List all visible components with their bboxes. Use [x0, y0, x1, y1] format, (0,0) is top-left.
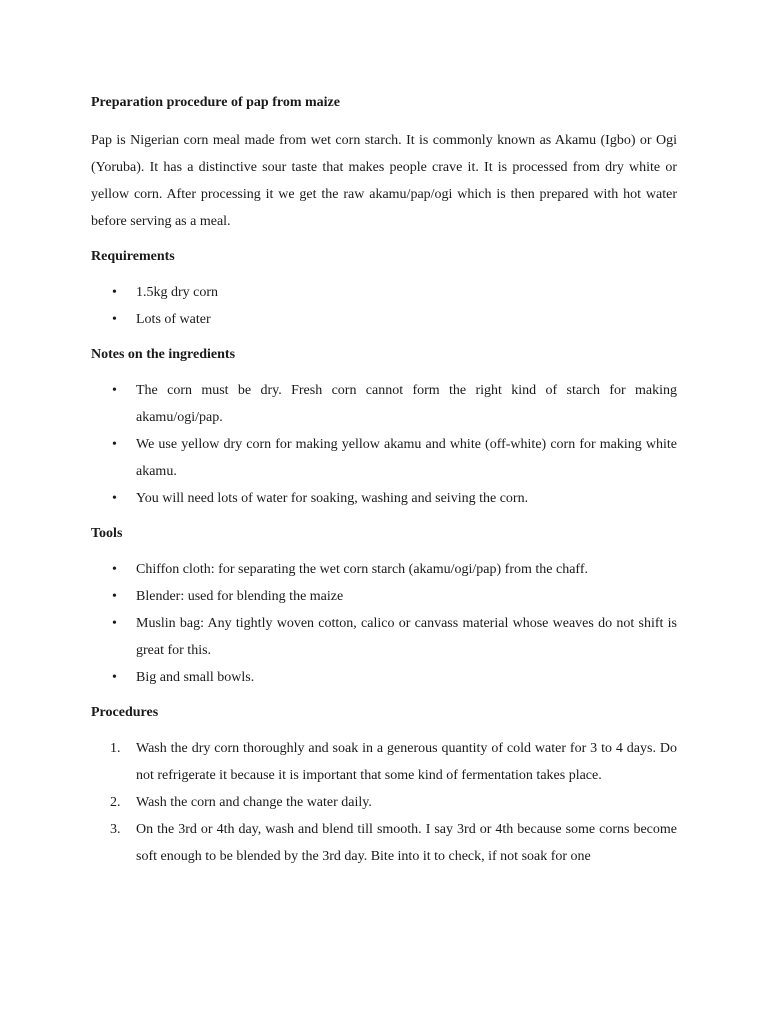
tools-heading: Tools: [91, 526, 123, 541]
procedures-list: [91, 735, 677, 870]
procedures-heading: Procedures: [91, 705, 159, 720]
step-number: 3.: [110, 822, 121, 837]
notes-heading: Notes on the ingredients: [91, 347, 236, 362]
requirements-heading: Requirements: [91, 249, 175, 264]
procedure-step: [91, 816, 677, 870]
notes-list: [91, 377, 677, 512]
list-item: • We use yellow dry corn for making yellow akamu and white (off-white) corn for making white akamu.: [91, 431, 677, 485]
requirements-list: [91, 279, 677, 333]
list-item: • Muslin bag: Any tightly woven cotton, calico or canvass material whose weaves do not shift is great for this.: [91, 610, 677, 664]
step-number: 1.: [110, 741, 121, 756]
step-number: 2.: [110, 795, 121, 810]
list-item: • Big and small bowls.: [91, 664, 677, 691]
list-item: • Chiffon cloth: for separating the wet corn starch (akamu/ogi/pap) from the chaff.: [91, 556, 677, 583]
tools-list: [91, 556, 677, 691]
step-text: On the 3rd or 4th day, wash and blend till smooth. I say 3rd or 4th because some corns become soft enough to be blended by the 3rd day. Bite into it to check, if not soak for one: [136, 822, 677, 864]
list-item: • The corn must be dry. Fresh corn cannot form the right kind of starch for making akamu/ogi/pap.: [91, 377, 677, 431]
list-item: • Blender: used for blending the maize: [91, 583, 677, 610]
step-text: Wash the dry corn thoroughly and soak in a generous quantity of cold water for 3 to 4 days. Do not refrigerate it because it is important that some kind of fermentation takes place.: [136, 741, 677, 783]
procedure-step: [91, 789, 677, 816]
document-title: Preparation procedure of pap from maize: [91, 95, 340, 110]
list-item: • 1.5kg dry corn: [91, 279, 677, 306]
intro-paragraph: Pap is Nigerian corn meal made from wet corn starch. It is commonly known as Akamu (Igbo) or Ogi (Yoruba). It has a distinctive sour taste that makes people crave it. It is processed from dry white or yellow corn. After processing it we get the raw akamu/pap/ogi which is then prepared with hot water before serving as a meal.: [91, 133, 677, 229]
list-item: • Lots of water: [91, 306, 677, 333]
step-text: Wash the corn and change the water daily.: [136, 795, 372, 810]
procedure-step: [91, 735, 677, 789]
list-item: • You will need lots of water for soaking, washing and seiving the corn.: [91, 485, 677, 512]
